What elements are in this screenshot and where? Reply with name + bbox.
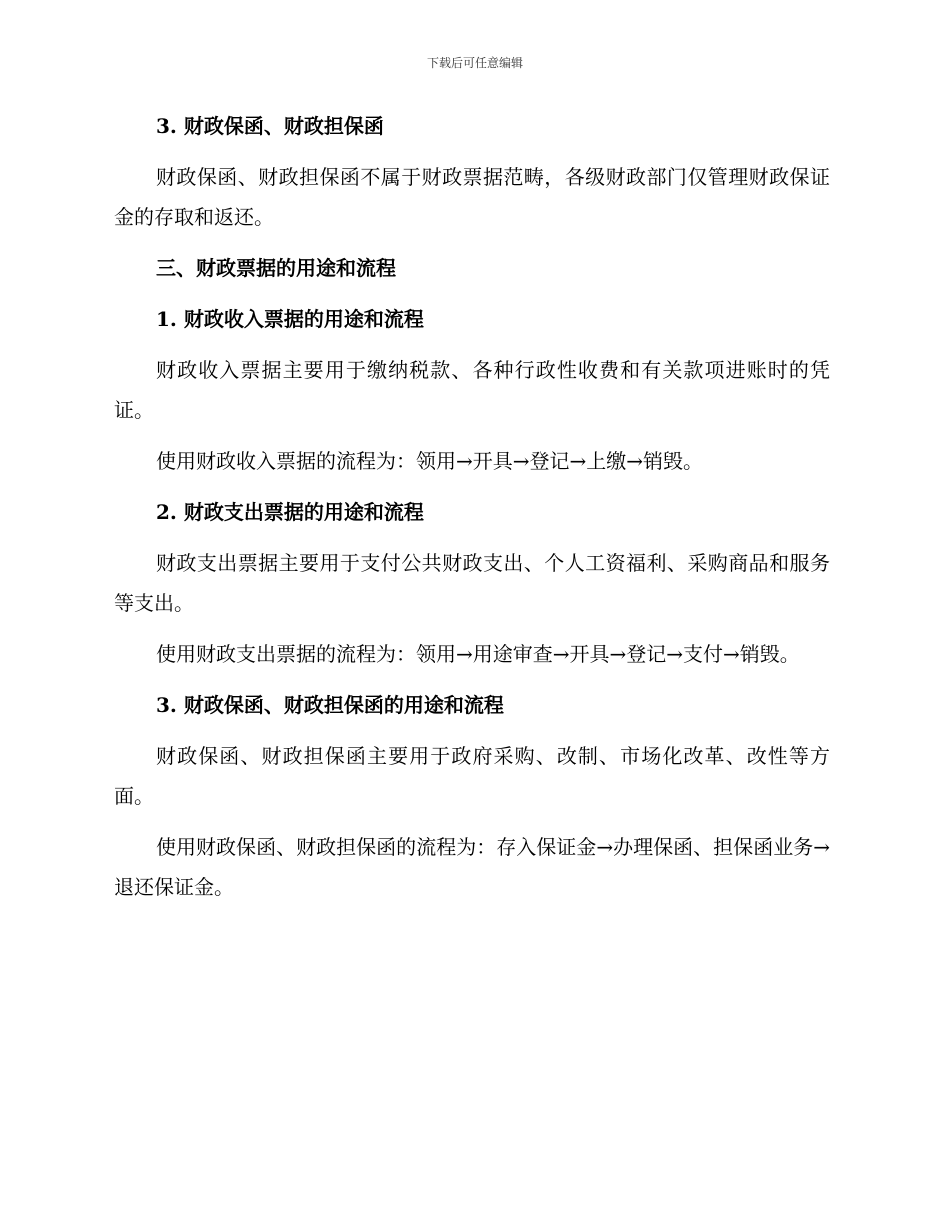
paragraph: 使用财政支出票据的流程为：领用→用途审查→开具→登记→支付→销毁。	[156, 642, 800, 666]
section-heading: 1. 财政收入票据的用途和流程	[156, 307, 424, 331]
paragraph: 使用财政收入票据的流程为：领用→开具→登记→上缴→销毁。	[156, 449, 704, 473]
page-header: 下载后可任意编辑	[426, 56, 523, 70]
section-heading: 2. 财政支出票据的用途和流程	[156, 500, 424, 524]
paragraph: 财政支出票据主要用于支付公共财政支出、个人工资福利、采购商品和服务等支出。	[114, 551, 830, 615]
paragraph: 财政保函、财政担保函不属于财政票据范畴，各级财政部门仅管理财政保证金的存取和返还。	[114, 165, 830, 229]
paragraph: 财政收入票据主要用于缴纳税款、各种行政性收费和有关款项进账时的凭证。	[114, 358, 830, 422]
paragraph: 使用财政保函、财政担保函的流程为：存入保证金→办理保函、担保函业务→退还保证金。	[114, 835, 830, 899]
section-heading: 3. 财政保函、财政担保函的用途和流程	[156, 693, 504, 717]
document-body	[114, 106, 830, 918]
paragraph: 财政保函、财政担保函主要用于政府采购、改制、市场化改革、改性等方面。	[114, 744, 830, 808]
chapter-heading: 三、财政票据的用途和流程	[156, 256, 396, 280]
section-heading: 3. 财政保函、财政担保函	[156, 114, 384, 138]
